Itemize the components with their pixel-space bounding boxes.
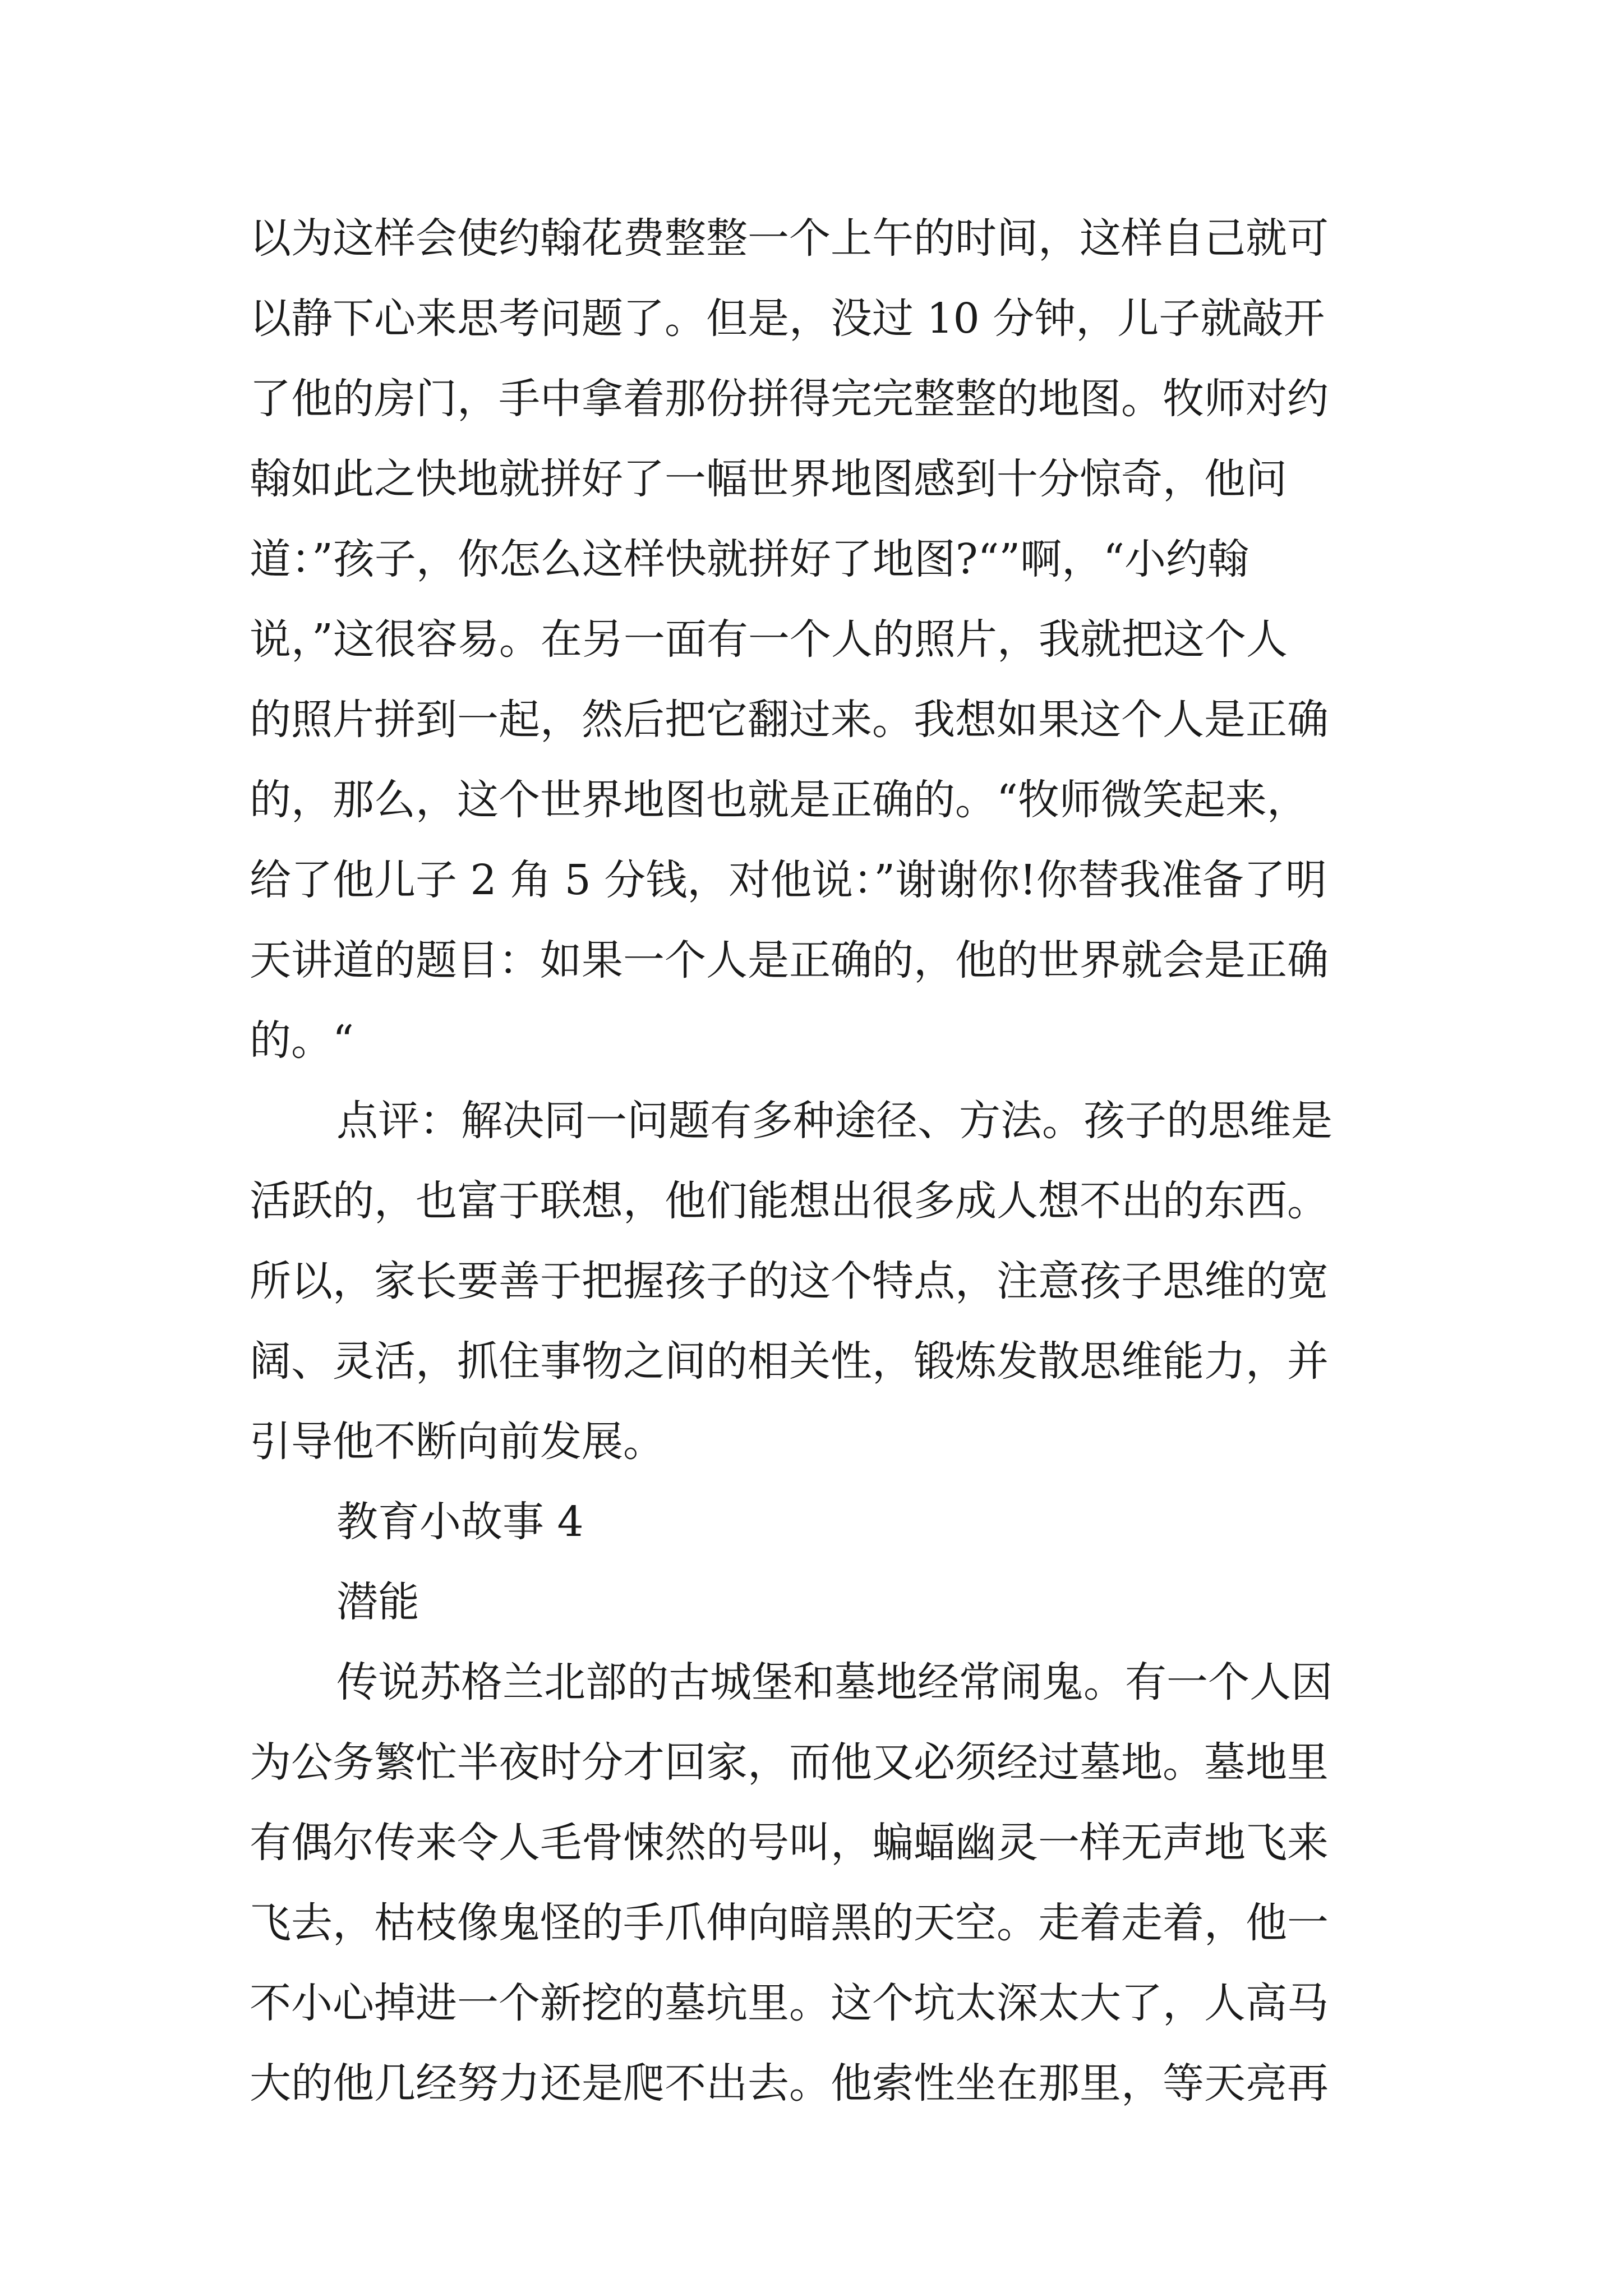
story-title: 潜能 (336, 1578, 419, 1626)
text-line: 给了他儿子 2 角 5 分钱，对他说：”谢谢你!你替我准备了明 (250, 856, 1327, 904)
section-heading: 教育小故事 4 (336, 1498, 584, 1546)
text-line: 引导他不断向前发展。 (250, 1418, 665, 1466)
text-line: 了他的房门，手中拿着那份拼得完完整整的地图。牧师对约 (250, 375, 1329, 423)
text-line: 为公务繁忙半夜时分才回家，而他又必须经过墓地。墓地里 (250, 1738, 1329, 1787)
text-line: 以为这样会使约翰花费整整一个上午的时间，这样自己就可 (250, 214, 1329, 263)
commentary-paragraph-start: 点评：解决同一问题有多种途径、方法。孩子的思维是 (336, 1097, 1332, 1145)
text-line: 天讲道的题目：如果一个人是正确的，他的世界就会是正确 (250, 936, 1329, 984)
text-line: 有偶尔传来令人毛骨悚然的号叫，蝙蝠幽灵一样无声地飞来 (250, 1819, 1329, 1867)
text-line: 大的他几经努力还是爬不出去。他索性坐在那里，等天亮再 (250, 2059, 1329, 2108)
text-line: 不小心掉进一个新挖的墓坑里。这个坑太深太大了，人高马 (250, 1979, 1329, 2027)
text-line: 的照片拼到一起，然后把它翻过来。我想如果这个人是正确 (250, 696, 1329, 744)
text-line: 道：”孩子，你怎么这样快就拼好了地图?“”啊，“小约翰 (250, 535, 1249, 583)
text-line: 翰如此之快地就拼好了一幅世界地图感到十分惊奇，他问 (250, 455, 1287, 503)
text-line: 飞去，枯枝像鬼怪的手爪伸向暗黑的天空。走着走着，他一 (250, 1899, 1329, 1947)
text-line: 阔、灵活，抓住事物之间的相关性，锻炼发散思维能力，并 (250, 1337, 1329, 1386)
text-line: 的。“ (250, 1016, 354, 1065)
text-line: 的，那么，这个世界地图也就是正确的。“牧师微笑起来， (250, 776, 1308, 824)
text-line: 活跃的，也富于联想，他们能想出很多成人想不出的东西。 (250, 1177, 1329, 1225)
text-line: 说，”这很容易。在另一面有一个人的照片，我就把这个人 (250, 615, 1288, 664)
text-line: 所以，家长要善于把握孩子的这个特点，注意孩子思维的宽 (250, 1257, 1329, 1305)
text-line: 以静下心来思考问题了。但是，没过 10 分钟，儿子就敲开 (250, 295, 1325, 343)
story-paragraph-start: 传说苏格兰北部的古城堡和墓地经常闹鬼。有一个人因 (336, 1658, 1332, 1706)
